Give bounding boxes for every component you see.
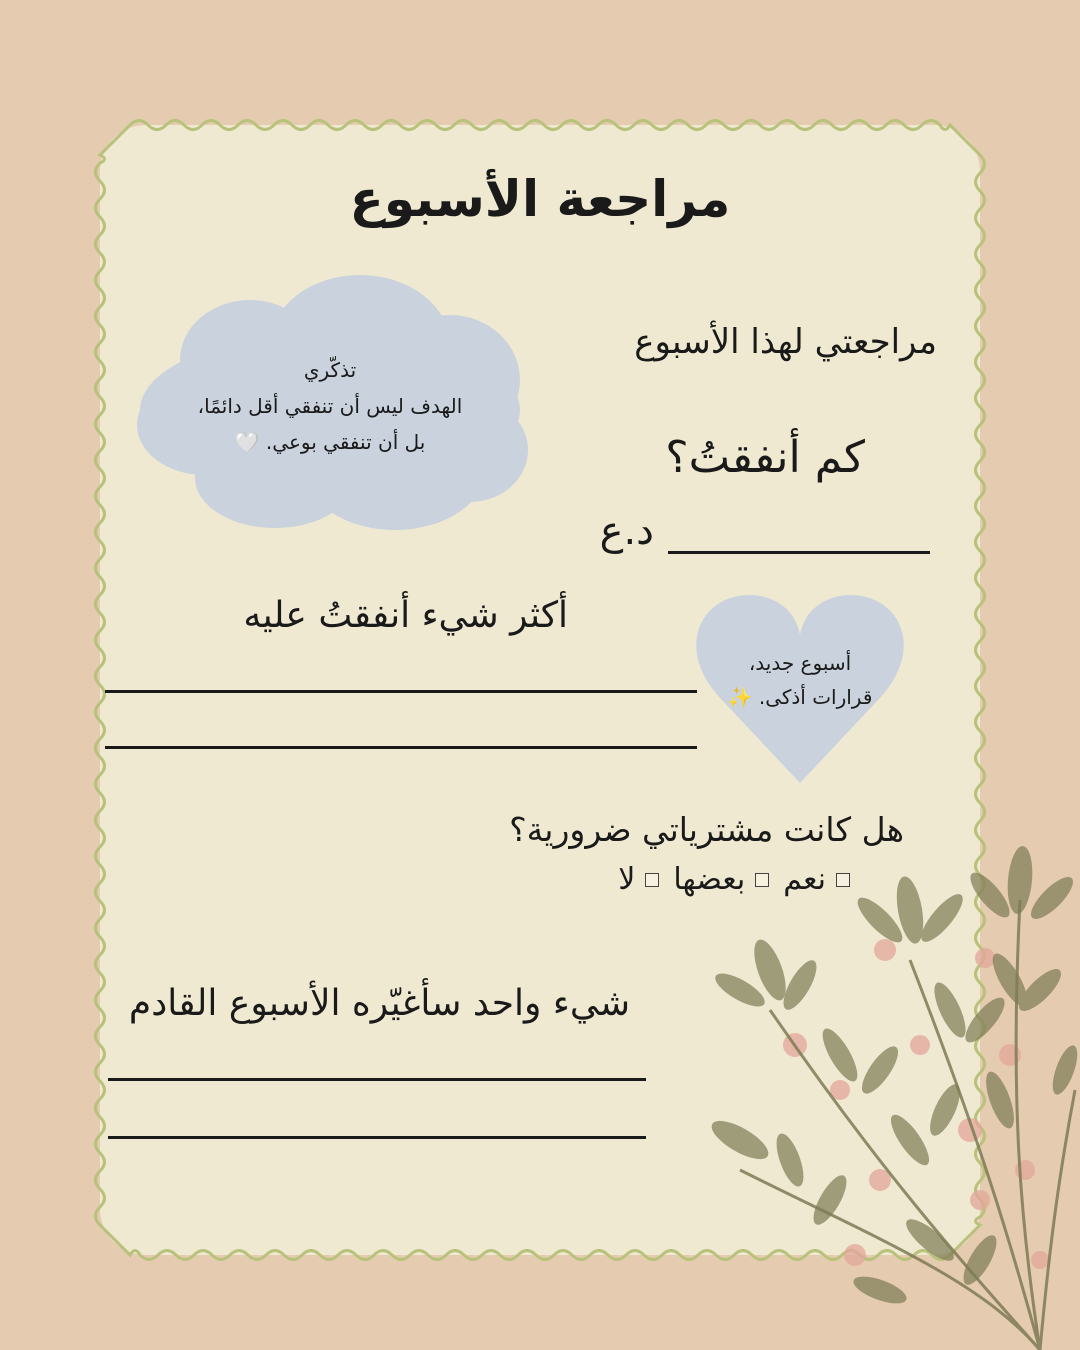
cloud-line-3: بل أن تنفقي بوعي. 🤍 (234, 430, 426, 454)
heart-line-1: أسبوع جديد، (748, 651, 852, 675)
weekly-review-label: مراجعتي لهذا الأسبوع (634, 322, 937, 362)
heart-message (700, 646, 900, 714)
spent-amount-field[interactable] (600, 508, 930, 554)
option-no-label: لا (618, 862, 636, 897)
spent-amount-blank[interactable] (668, 515, 930, 554)
cloud-line-1: تذكّري (303, 358, 357, 382)
cloud-reminder (160, 352, 500, 460)
checkbox-no[interactable] (645, 873, 659, 887)
option-no[interactable] (618, 862, 659, 897)
change-question: شيء واحد سأغيّره الأسبوع القادم (128, 983, 630, 1024)
plant-illustration (680, 840, 1080, 1350)
option-some-label: بعضها (673, 862, 746, 897)
most-spent-answer-line-1[interactable] (105, 690, 697, 693)
necessary-question: هل كانت مشترياتي ضرورية؟ (509, 810, 904, 849)
page-title: مراجعة الأسبوع (349, 170, 731, 228)
spent-question: كم أنفقتُ؟ (665, 432, 865, 483)
option-yes-label: نعم (783, 862, 826, 897)
change-answer-line-1[interactable] (108, 1078, 646, 1081)
most-spent-answer-line-2[interactable] (105, 746, 697, 749)
most-spent-question: أكثر شيء أنفقتُ عليه (243, 595, 568, 636)
change-answer-line-2[interactable] (108, 1136, 646, 1139)
currency-label: د.ع (599, 508, 654, 554)
heart-line-2: قرارات أذكى. ✨ (727, 685, 873, 709)
cloud-line-2: الهدف ليس أن تنفقي أقل دائمًا، (197, 394, 463, 418)
